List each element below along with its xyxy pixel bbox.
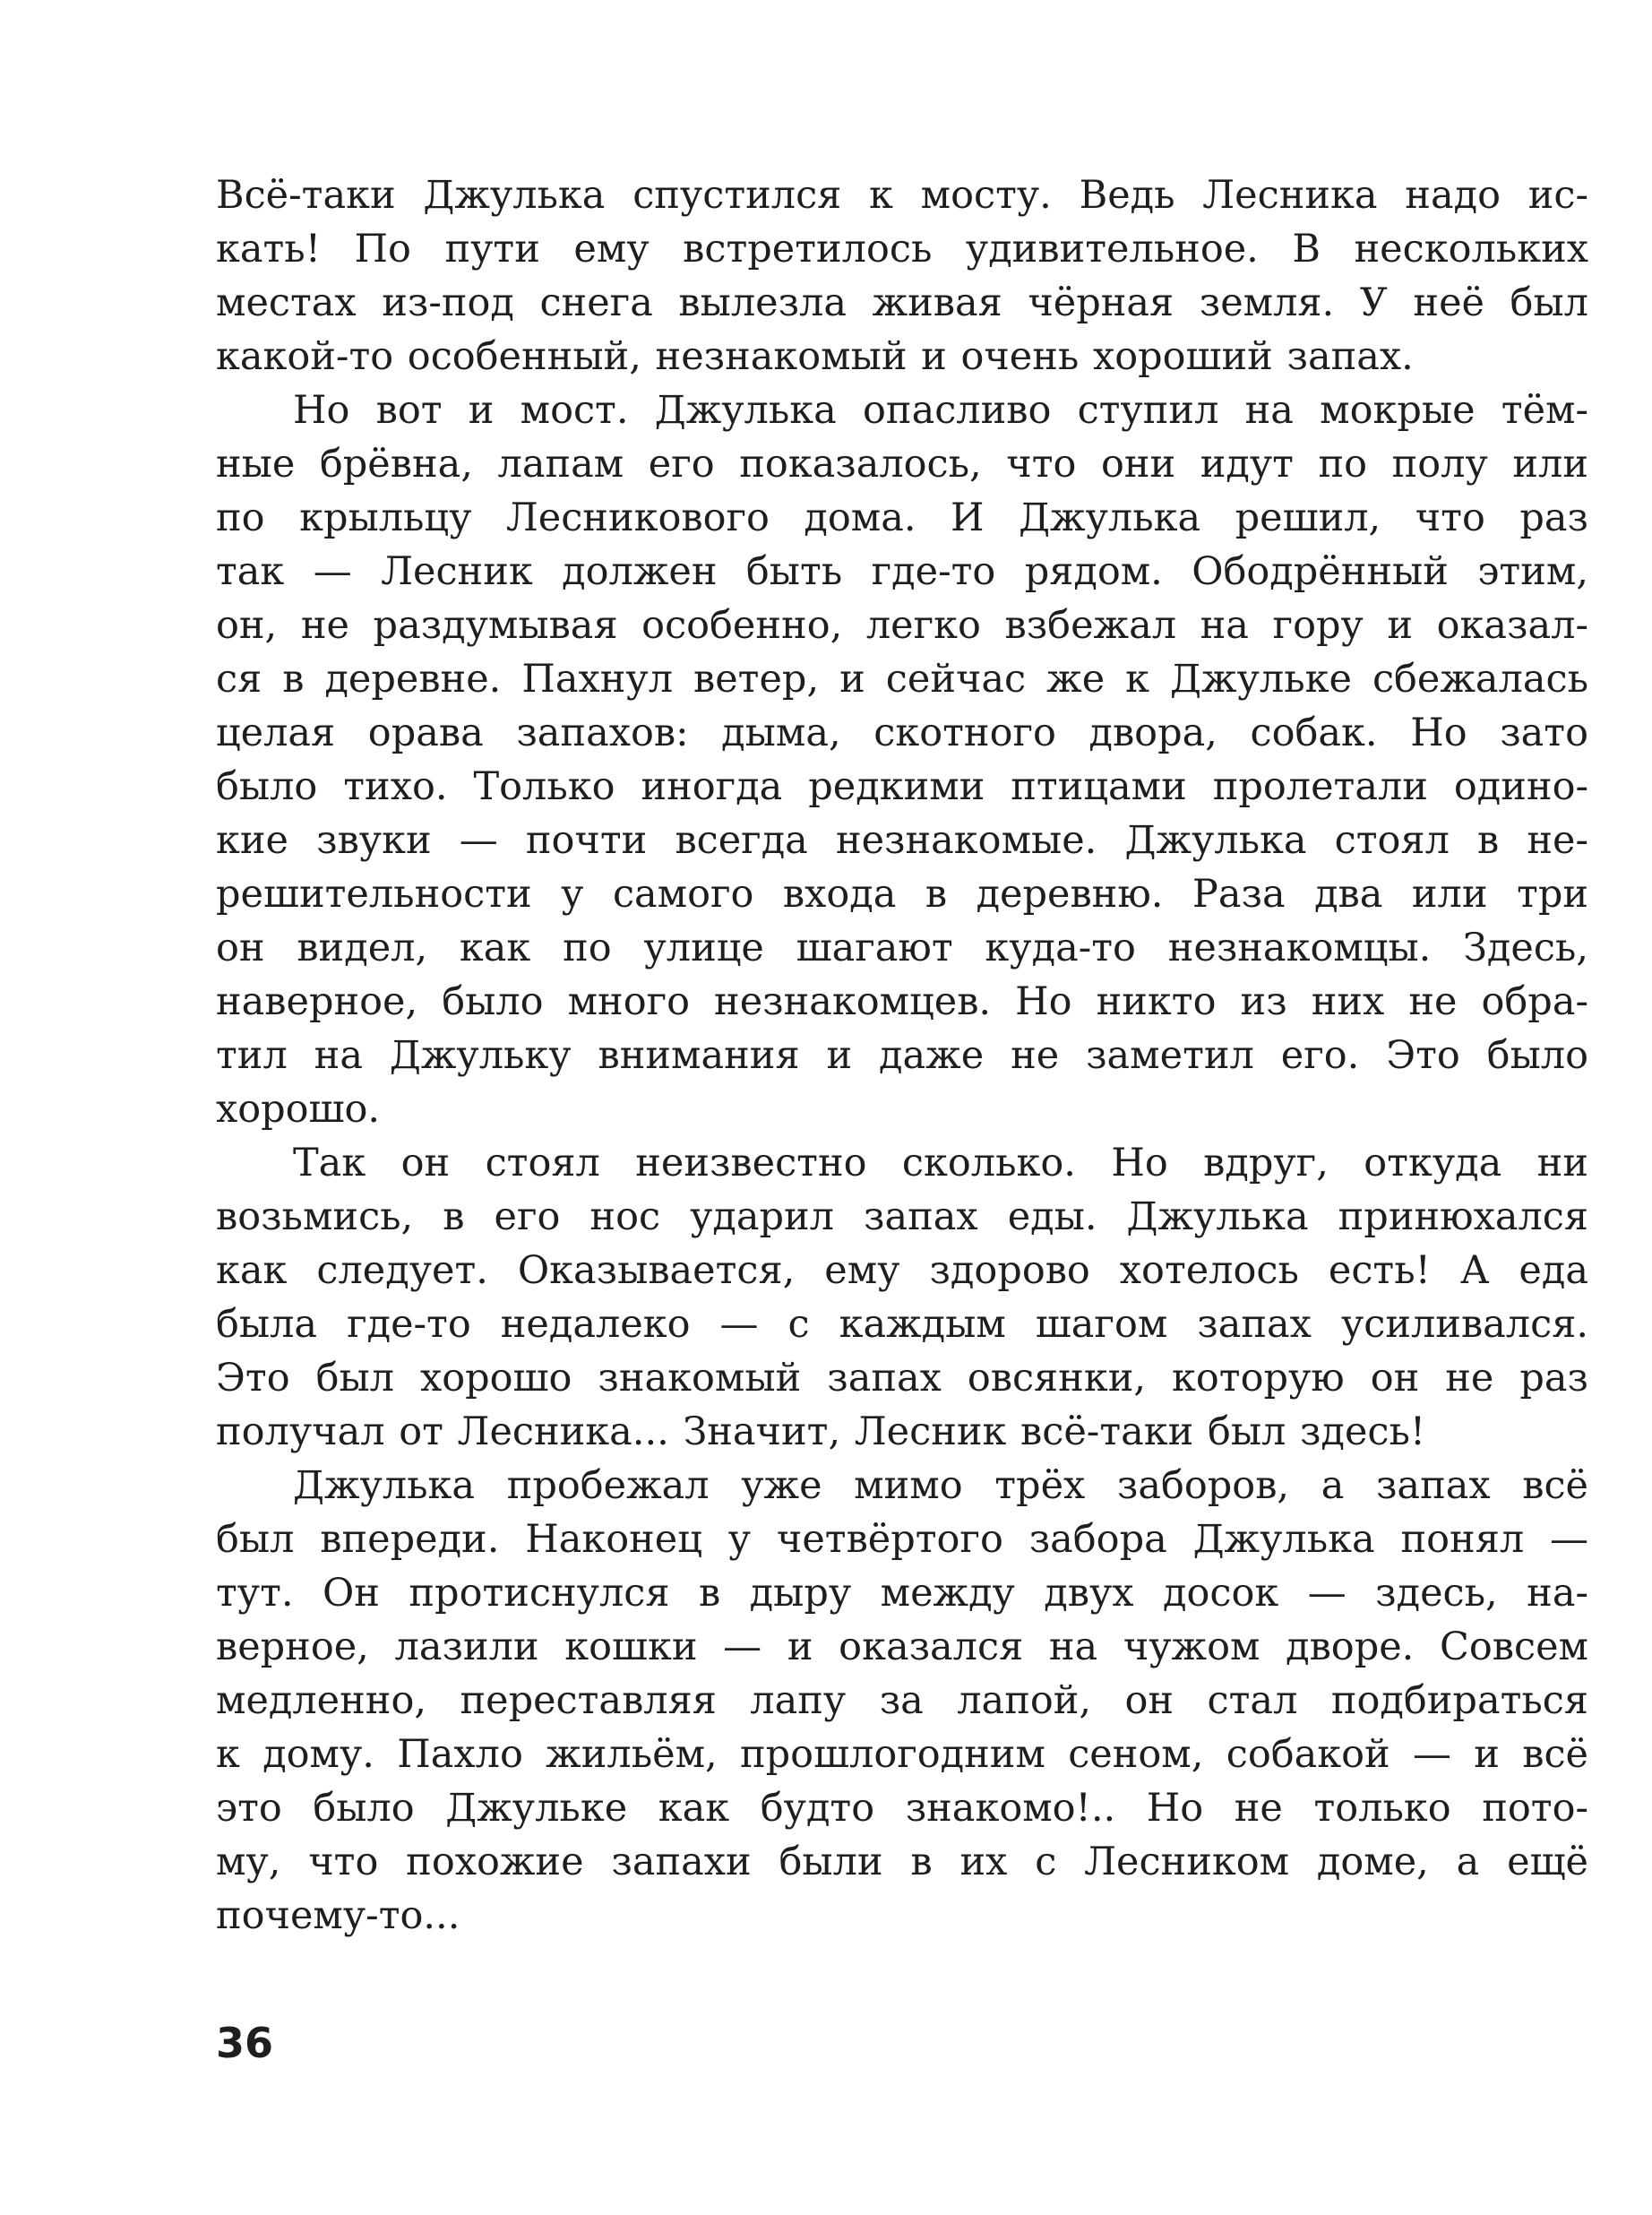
paragraph [216,168,1588,384]
text-line: ные брёвна, лапам его показалось, что они идут по полу или [216,442,1588,487]
text-line: он, не раздумывая особенно, легко взбежал на гору и оказал- [216,603,1588,648]
text-line: Всё-таки Джулька спустился к мосту. Ведь Лесника надо ис- [216,173,1588,218]
text-line: решительности у самого входа в деревню. Раза два или три [216,872,1588,917]
text-line: по крыльцу Лесникового дома. И Джулька решил, что раз [216,496,1588,540]
text-line: так — Лесник должен быть где-то рядом. Ободрённый этим, [216,549,1588,594]
text-line: Но вот и мост. Джулька опасливо ступил на мокрые тём- [293,388,1588,433]
text-line: была где-то недалеко — с каждым шагом запах усиливался. [216,1302,1588,1347]
text-line: верное, лазили кошки — и оказался на чужом дворе. Совсем [216,1625,1588,1669]
text-line: хорошо. [216,1087,381,1132]
text-line: му, что похожие запахи были в их с Лесником доме, а ещё [216,1840,1588,1884]
text-line: возьмись, в его нос ударил запах еды. Джулька принюхался [216,1194,1588,1239]
text-line: он видел, как по улице шагают куда-то незнакомцы. Здесь, [216,926,1588,970]
text-line: медленно, переставляя лапу за лапой, он стал подбираться [216,1678,1588,1723]
text-line: целая орава запахов: дыма, скотного двора, собак. Но зато [216,711,1588,755]
text-line: к дому. Пахло жильём, прошлогодним сеном, собакой — и всё [216,1732,1588,1777]
text-line: почему-то... [216,1893,460,1938]
text-line: какой-то особенный, незнакомый и очень хороший запах. [216,334,1414,379]
text-line: местах из-под снега вылезла живая чёрная земля. У неё был [216,280,1588,325]
paragraph [216,1136,1588,1459]
text-line: тут. Он протиснулся в дыру между двух досок — здесь, на- [216,1571,1588,1616]
text-line: Так он стоял неизвестно сколько. Но вдруг, откуда ни [293,1141,1588,1185]
text-line: ся в деревне. Пахнул ветер, и сейчас же к Джульке сбежалась [216,657,1588,702]
text-line: как следует. Оказывается, ему здорово хотелось есть! А еда [216,1248,1588,1293]
body-text [216,168,1588,1943]
paragraph [216,1459,1588,1943]
text-line: тил на Джульку внимания и даже не заметил его. Это было [216,1033,1588,1078]
text-line: наверное, было много незнакомцев. Но никто из них не обра- [216,979,1588,1024]
text-line: было тихо. Только иногда редкими птицами пролетали одино- [216,764,1588,809]
text-line: получал от Лесника... Значит, Лесник всё-таки был здесь! [216,1409,1426,1454]
text-line: был впереди. Наконец у четвёртого забора Джулька понял — [216,1517,1588,1562]
text-line: кие звуки — почти всегда незнакомые. Джулька стоял в не- [216,818,1588,863]
text-line: Джулька пробежал уже мимо трёх заборов, а запах всё [293,1463,1588,1508]
text-line: кать! По пути ему встретилось удивительное. В нескольких [216,227,1588,271]
text-line: это было Джульке как будто знакомо!.. Но не только пото- [216,1786,1588,1831]
text-line: Это был хорошо знакомый запах овсянки, которую он не раз [216,1356,1588,1401]
page-number: 36 [216,2019,274,2067]
paragraph [216,384,1588,1136]
